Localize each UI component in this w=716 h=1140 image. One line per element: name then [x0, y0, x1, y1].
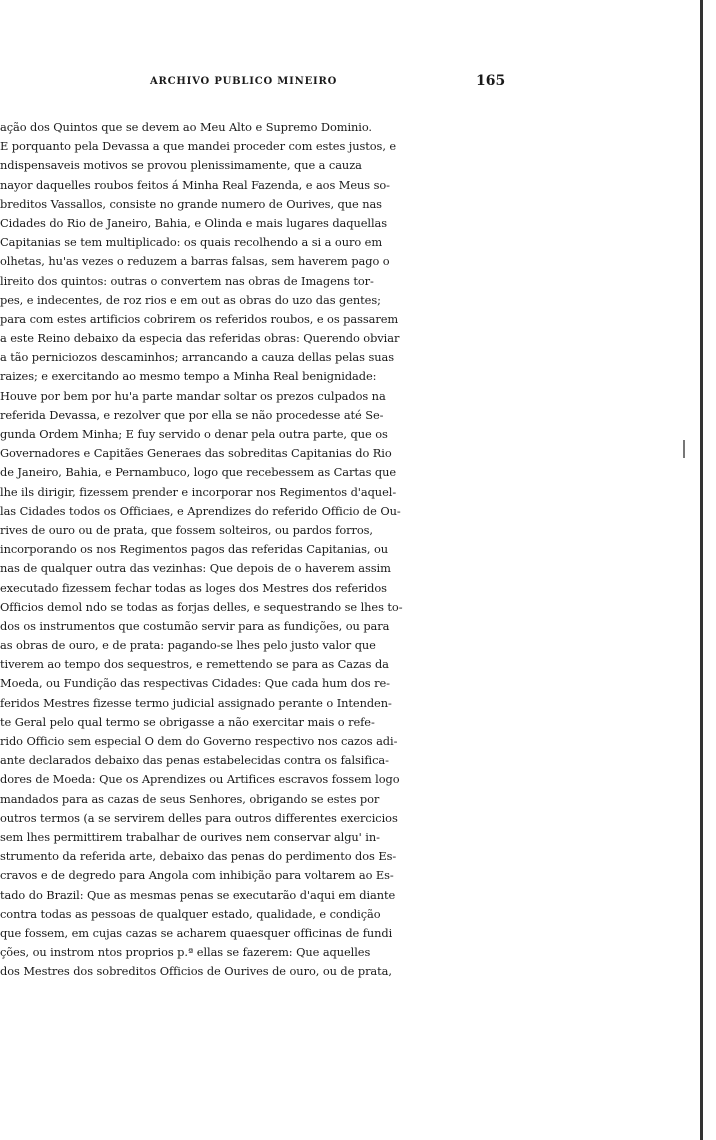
running-head [0, 73, 510, 94]
text-line: Moeda, ou Fundição das respectivas Cidades: Que cada hum dos re- [0, 676, 390, 691]
text-line: para com estes artificios cobrirem os referidos roubos, e os passarem [0, 311, 399, 326]
text-line: rido Officio sem especial O dem do Governo respectivo nos cazos adi- [0, 734, 398, 748]
text-line: ções, ou instrom ntos proprios p.ª ellas se fazerem: Que aquelles [0, 945, 371, 960]
text-line: que fossem, em cujas cazas se acharem quaesquer officinas de fundi [0, 925, 393, 940]
text-line: tado do Brazil: Que as mesmas penas se executarão d'aqui em diante [0, 887, 396, 902]
text-line: outros termos (a se servirem delles para outros differentes exercicios [0, 810, 398, 825]
text-line: ante declarados debaixo das penas estabelecidas contra os falsifica- [0, 753, 389, 768]
text-line: Cidades do Rio de Janeiro, Bahia, e Olinda e mais lugares daquellas [0, 215, 388, 230]
text-line: incorporando os nos Regimentos pagos das referidas Capitanias, ou [0, 542, 389, 557]
text-line: breditos Vassallos, consiste no grande numero de Ourives, que nas [0, 196, 382, 211]
text-line: las Cidades todos os Officiaes, e Aprendizes do referido Officio de Ou- [0, 503, 401, 518]
text-line: olhetas, hu'as vezes o reduzem a barras falsas, sem haverem pago o [0, 254, 390, 269]
page-number: 165 [476, 73, 506, 89]
text-line: ação dos Quintos que se devem ao Meu Alto e Supremo Dominio. [0, 120, 372, 134]
text-line: de Janeiro, Bahia, e Pernambuco, logo que recebessem as Cartas que [0, 465, 397, 480]
page-edge-rule [700, 0, 703, 1140]
text-line: as obras de ouro, e de prata: pagando-se lhes pelo justo valor que [0, 638, 376, 653]
text-line: sem lhes permittirem trabalhar de ourives nem conservar algu' in- [0, 829, 380, 844]
text-line: dores de Moeda: Que os Aprendizes ou Artifices escravos fossem logo [0, 772, 400, 787]
text-line: nayor daquelles roubos feitos á Minha Real Fazenda, e aos Meus so- [0, 177, 390, 192]
text-line: raizes; e exercitando ao mesmo tempo a Minha Real benignidade: [0, 369, 377, 384]
text-line: a este Reino debaixo da especia das referidas obras: Querendo obviar [0, 331, 400, 346]
text-line: Officios demol ndo se todas as forjas delles, e sequestrando se lhes to- [0, 599, 403, 614]
text-line: a tão perniciozos descaminhos; arrancando a cauza dellas pelas suas [0, 350, 394, 365]
body-text [0, 118, 510, 981]
running-title: ARCHIVO PUBLICO MINEIRO [150, 76, 338, 87]
text-line: strumento da referida arte, debaixo das penas do perdimento dos Es- [0, 849, 397, 864]
text-line: Capitanias se tem multiplicado: os quais recolhendo a si a ouro em [0, 235, 383, 250]
text-line: te Geral pelo qual termo se obrigasse a não exercitar mais o refe- [0, 714, 375, 729]
text-line: feridos Mestres fizesse termo judicial assignado perante o Intenden- [0, 695, 392, 710]
text-line: E porquanto pela Devassa a que mandei proceder com estes justos, e [0, 139, 397, 154]
text-line: executado fizessem fechar todas as loges dos Mestres dos referidos [0, 580, 387, 595]
text-line: dos os instrumentos que costumão servir para as fundições, ou para [0, 618, 390, 633]
text-line: gunda Ordem Minha; E fuy servido o denar pela outra parte, que os [0, 427, 388, 441]
text-line: rives de ouro ou de prata, que fossem solteiros, ou pardos forros, [0, 522, 373, 537]
text-line: lhe ils dirigir, fizessem prender e incorporar nos Regimentos d'aquel- [0, 484, 397, 499]
text-line: contra todas as pessoas de qualquer estado, qualidade, e condição [0, 906, 381, 921]
text-line: cravos e de degredo para Angola com inhibição para voltarem ao Es- [0, 868, 394, 883]
text-line: pes, e indecentes, de roz rios e em out as obras do uzo das gentes; [0, 292, 381, 307]
text-line: lireito dos quintos: outras o convertem nas obras de Imagens tor- [0, 273, 374, 288]
text-line: nas de qualquer outra das vezinhas: Que depois de o haverem assim [0, 561, 391, 576]
text-line: Houve por bem por hu'a parte mandar soltar os prezos culpados na [0, 388, 386, 403]
text-line: ndispensaveis motivos se provou plenissimamente, que a cauza [0, 158, 362, 173]
text-line: Governadores e Capitães Generaes das sobreditas Capitanias do Rio [0, 446, 392, 461]
text-line: mandados para as cazas de seus Senhores, obrigando se estes por [0, 791, 380, 806]
text-line: tiverem ao tempo dos sequestros, e remettendo se para as Cazas da [0, 657, 389, 672]
text-line: dos Mestres dos sobreditos Officios de Ourives de ouro, ou de prata, [0, 964, 392, 979]
text-line: referida Devassa, e rezolver que por ella se não procedesse até Se- [0, 407, 384, 422]
